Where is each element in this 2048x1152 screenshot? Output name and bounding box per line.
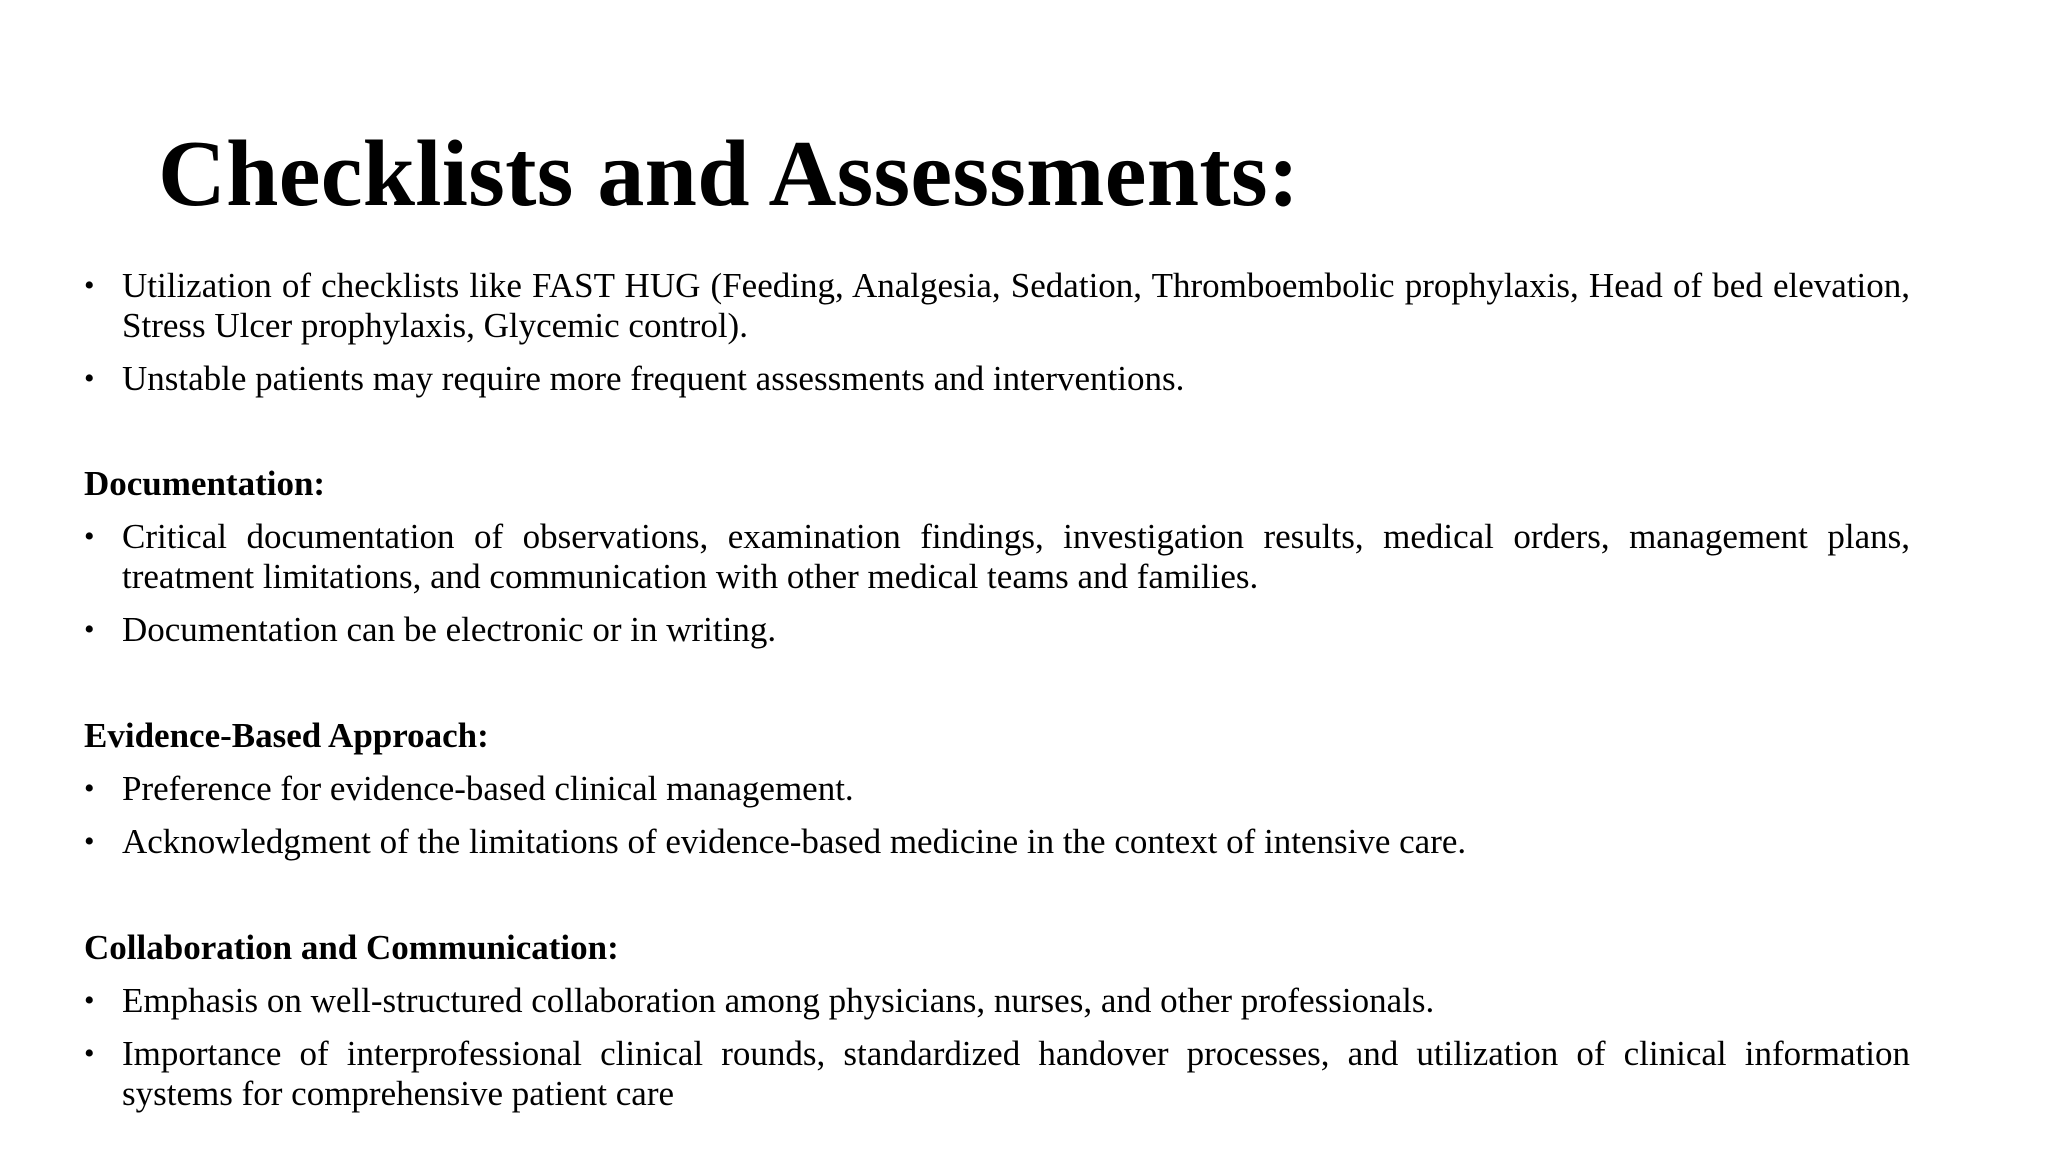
section-evidence-based-approach [84,716,1910,862]
list-item [84,1034,1910,1114]
list-item [84,610,1910,650]
section-heading: Documentation: [84,464,326,503]
section-collaboration-communication [84,928,1910,1114]
bullet-text: Utilization of checklists like FAST HUG (Feeding, Analgesia, Sedation, Thromboembolic prophylaxis, Head of bed elevation, Stress Ulcer prophylaxis, Glycemic control). [122,266,1910,345]
bullet-text: Unstable patients may require more frequent assessments and interventions. [122,359,1185,398]
section-heading: Evidence-Based Approach: [84,716,489,755]
list-item [84,359,1910,399]
list-item [84,266,1910,346]
section-bullet-list [84,981,1910,1114]
bullet-icon: • [84,362,95,395]
bullet-text: Importance of interprofessional clinical rounds, standardized handover processes, and utilization of clinical information systems for comprehensive patient care [122,1034,1910,1113]
section-bullet-list [84,517,1910,650]
bullet-text: Acknowledgment of the limitations of evidence-based medicine in the context of intensive care. [122,822,1467,861]
list-item [84,822,1910,862]
bullet-text: Critical documentation of observations, examination findings, investigation results, medical orders, management plans, treatment limitations, and communication with other medical teams and families. [122,517,1910,596]
section-bullet-list [84,769,1910,862]
intro-bullet-list [84,266,1910,399]
bullet-icon: • [84,613,95,646]
bullet-icon: • [84,772,95,805]
list-item [84,769,1910,809]
bullet-icon: • [84,520,95,553]
slide-content [84,266,1910,1127]
list-item [84,981,1910,1021]
bullet-icon: • [84,825,95,858]
bullet-text: Emphasis on well-structured collaboration among physicians, nurses, and other professionals. [122,981,1435,1020]
list-item [84,517,1910,597]
bullet-icon: • [84,1037,95,1070]
bullet-icon: • [84,984,95,1017]
section-heading: Collaboration and Communication: [84,928,619,967]
bullet-text: Documentation can be electronic or in writing. [122,610,777,649]
section-documentation [84,464,1910,650]
slide-title: Checklists and Assessments: [158,122,1300,226]
bullet-text: Preference for evidence-based clinical management. [122,769,854,808]
bullet-icon: • [84,269,95,302]
